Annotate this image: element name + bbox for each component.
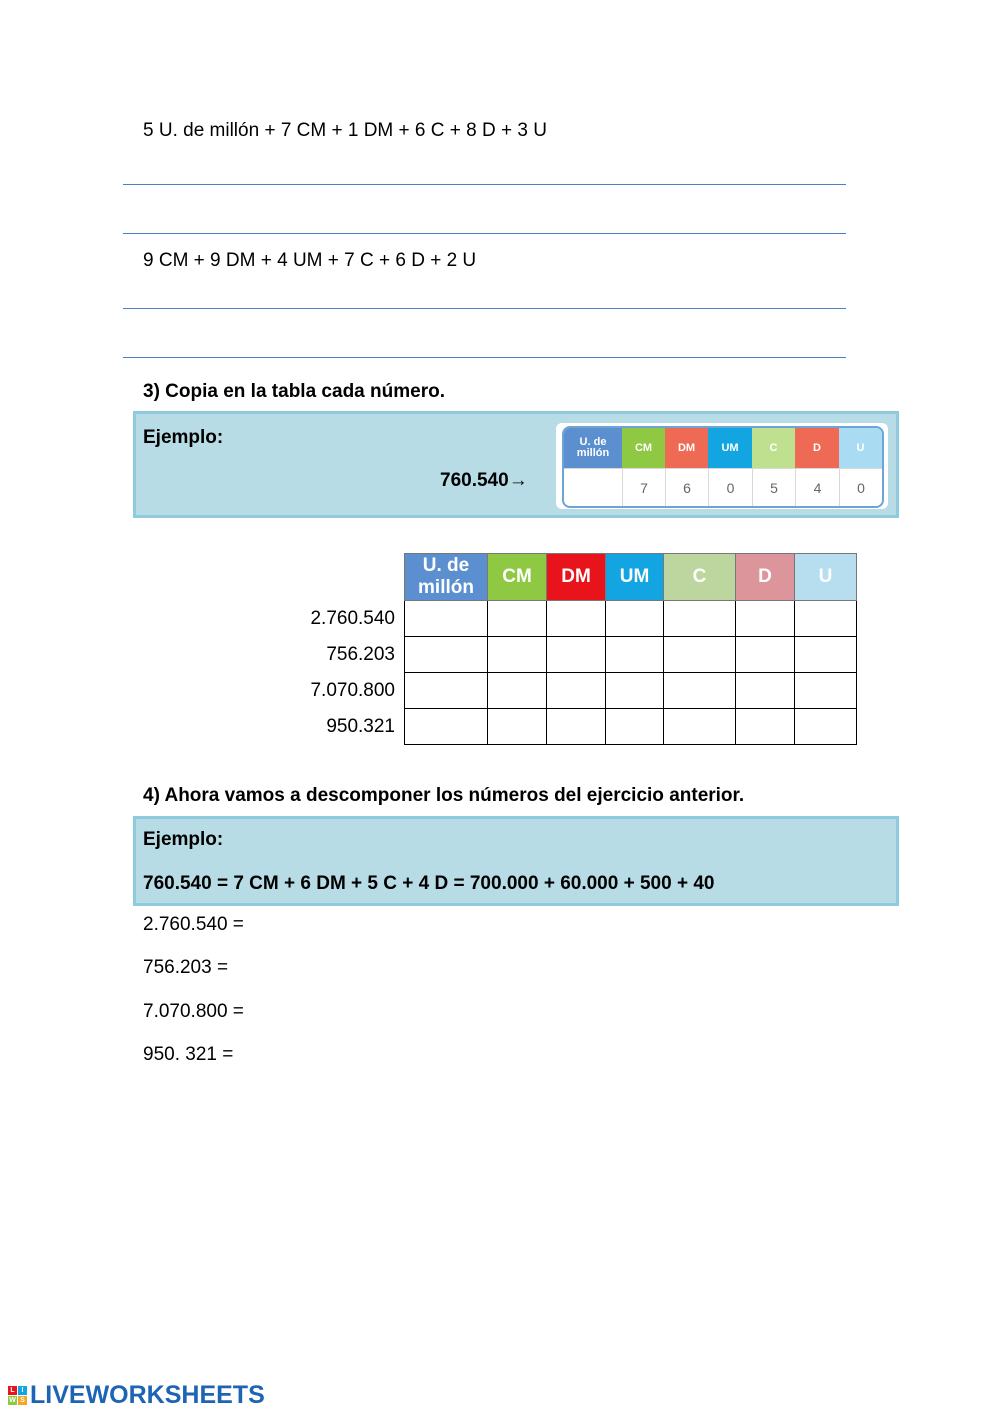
example-place-value-table xyxy=(556,423,888,509)
mini-header-c: C xyxy=(752,428,795,468)
header-cm: CM xyxy=(488,554,547,601)
input-cell[interactable] xyxy=(736,673,795,709)
example-label: Ejemplo: xyxy=(143,829,224,850)
input-cell[interactable] xyxy=(664,673,736,709)
exercise-4-heading: 4) Ahora vamos a descomponer los números del ejercicio anterior. xyxy=(143,785,745,806)
mini-cell: 7 xyxy=(622,468,665,506)
input-cell[interactable] xyxy=(488,709,547,745)
input-cell[interactable] xyxy=(488,637,547,673)
example-label: Ejemplo: xyxy=(143,427,224,448)
input-cell[interactable] xyxy=(664,601,736,637)
input-cell[interactable] xyxy=(606,637,664,673)
input-cell[interactable] xyxy=(795,673,857,709)
mini-header-um: UM xyxy=(708,428,752,468)
input-cell[interactable] xyxy=(736,637,795,673)
input-cell[interactable] xyxy=(547,601,606,637)
input-cell[interactable] xyxy=(606,673,664,709)
expression-1: 5 U. de millón + 7 CM + 1 DM + 6 C + 8 D + 3 U xyxy=(143,120,547,141)
answer-line[interactable] xyxy=(123,308,846,309)
input-cell[interactable] xyxy=(664,637,736,673)
row-label: 7.070.800 xyxy=(310,680,395,701)
place-value-table xyxy=(404,553,857,745)
row-label: 2.760.540 xyxy=(310,608,395,629)
arrow-right-icon: → xyxy=(508,470,528,491)
table-row xyxy=(405,673,857,709)
mini-cell: 0 xyxy=(839,468,882,506)
mini-header-umillon: U. de millón xyxy=(564,428,622,468)
logo-text: LIVEWORKSHEETS xyxy=(30,1380,265,1409)
header-u: U xyxy=(795,554,857,601)
mini-cell: 5 xyxy=(752,468,795,506)
input-cell[interactable] xyxy=(606,601,664,637)
input-cell[interactable] xyxy=(736,601,795,637)
input-cell[interactable] xyxy=(795,601,857,637)
decompose-item: 950. 321 = xyxy=(143,1044,234,1065)
liveworksheets-logo xyxy=(8,1380,265,1410)
input-cell[interactable] xyxy=(488,673,547,709)
mini-header-cm: CM xyxy=(622,428,665,468)
liveworksheets-logo-icon: L I W S xyxy=(8,1386,27,1405)
input-cell[interactable] xyxy=(547,709,606,745)
mini-cell: 0 xyxy=(708,468,752,506)
header-c: C xyxy=(664,554,736,601)
mini-cell: 6 xyxy=(665,468,708,506)
header-um: UM xyxy=(606,554,664,601)
decompose-item: 7.070.800 = xyxy=(143,1001,244,1022)
input-cell[interactable] xyxy=(405,709,488,745)
expression-2: 9 CM + 9 DM + 4 UM + 7 C + 6 D + 2 U xyxy=(143,250,477,271)
input-cell[interactable] xyxy=(664,709,736,745)
row-label: 756.203 xyxy=(326,644,395,665)
example-decomposition: 760.540 = 7 CM + 6 DM + 5 C + 4 D = 700.000 + 60.000 + 500 + 40 xyxy=(143,873,715,894)
answer-line[interactable] xyxy=(123,184,846,185)
mini-header-d: D xyxy=(795,428,839,468)
table-row xyxy=(405,709,857,745)
input-cell[interactable] xyxy=(795,637,857,673)
mini-cell: 4 xyxy=(795,468,839,506)
answer-line[interactable] xyxy=(123,357,846,358)
input-cell[interactable] xyxy=(606,709,664,745)
header-umillon: U. de millón xyxy=(405,554,488,601)
input-cell[interactable] xyxy=(405,637,488,673)
header-dm: DM xyxy=(547,554,606,601)
input-cell[interactable] xyxy=(736,709,795,745)
exercise-3-heading: 3) Copia en la tabla cada número. xyxy=(143,381,445,402)
mini-header-u: U xyxy=(839,428,882,468)
input-cell[interactable] xyxy=(547,673,606,709)
decompose-item: 756.203 = xyxy=(143,957,229,978)
header-d: D xyxy=(736,554,795,601)
mini-header-dm: DM xyxy=(665,428,708,468)
input-cell[interactable] xyxy=(547,637,606,673)
example-panel-4 xyxy=(133,816,899,906)
input-cell[interactable] xyxy=(488,601,547,637)
answer-line[interactable] xyxy=(123,233,846,234)
input-cell[interactable] xyxy=(405,673,488,709)
example-number: 760.540→ xyxy=(440,470,528,491)
table-row xyxy=(405,601,857,637)
input-cell[interactable] xyxy=(405,601,488,637)
decompose-item: 2.760.540 = xyxy=(143,914,244,935)
row-label: 950.321 xyxy=(326,716,395,737)
mini-cell xyxy=(564,468,622,506)
table-row xyxy=(405,637,857,673)
input-cell[interactable] xyxy=(795,709,857,745)
